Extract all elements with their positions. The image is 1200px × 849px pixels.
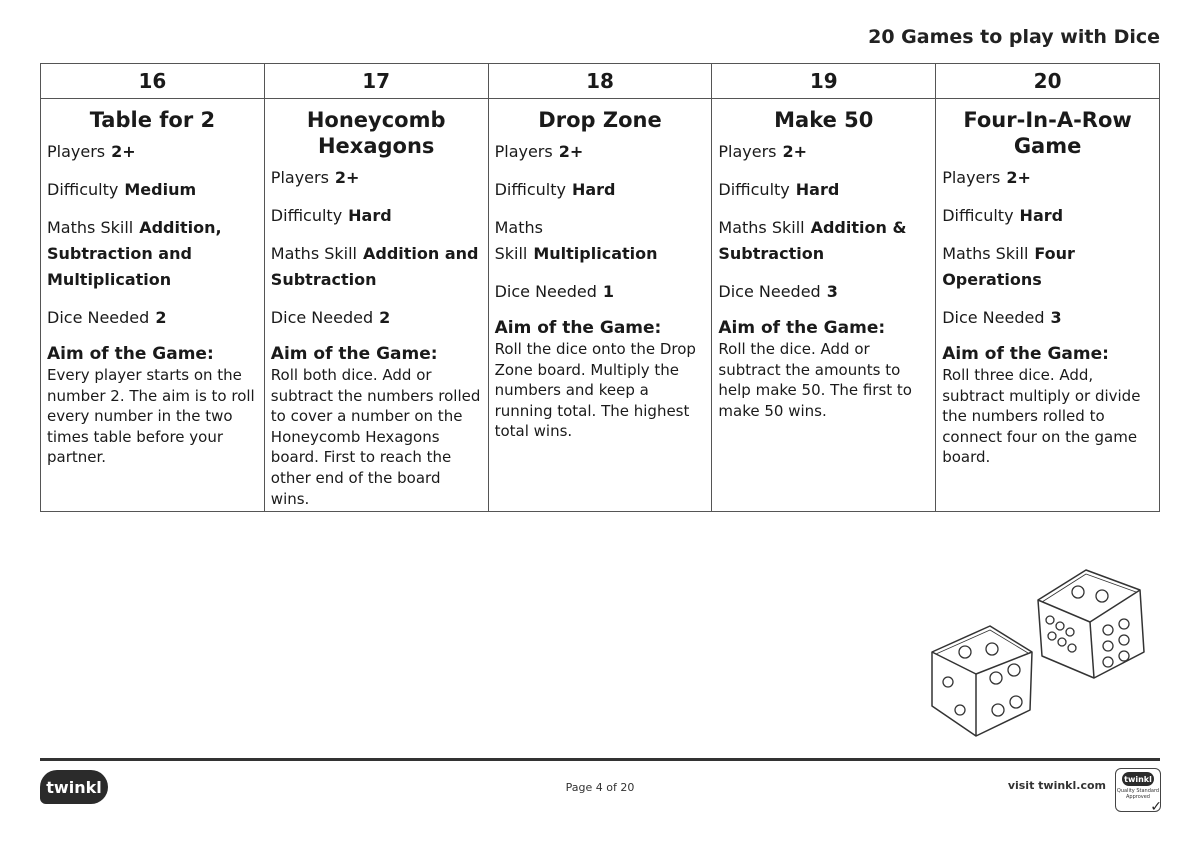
aim-text: Every player starts on the number 2. The aim is to roll every number in the two times table before your partner. [47, 366, 255, 467]
players-field [718, 139, 929, 165]
dice-left [932, 626, 1032, 736]
dice-field [47, 305, 258, 331]
visit-link[interactable]: visit twinkl.com [1007, 779, 1106, 792]
skill-label: Maths Skill [494, 218, 543, 263]
players-value: 2+ [558, 142, 584, 161]
skill-label: Maths Skill [270, 244, 357, 263]
game-cell [488, 99, 712, 512]
dice-label: Dice Needed [270, 308, 374, 327]
skill-value: Addition, Subtraction and Multiplication [47, 218, 222, 289]
dice-value: 3 [1050, 308, 1062, 327]
difficulty-label: Difficulty [942, 206, 1014, 225]
skill-value: Addition and Subtraction [270, 244, 479, 289]
dice-field [271, 305, 482, 331]
difficulty-label: Difficulty [270, 206, 343, 225]
difficulty-label: Difficulty [494, 180, 566, 199]
players-value: 2+ [1006, 168, 1031, 187]
game-number: 20 [936, 64, 1160, 99]
players-field [942, 165, 1153, 191]
dice-field [942, 305, 1153, 331]
players-label: Players [718, 142, 777, 161]
players-value: 2+ [334, 168, 360, 187]
dice-field [718, 279, 929, 305]
difficulty-field [495, 177, 706, 203]
aim-text: Roll both dice. Add or subtract the numbers rolled to cover a number on the Honeycomb Hexagons board. First to reach the other end of the board wins. [270, 366, 481, 508]
aim-heading: Aim of the Game: [494, 318, 662, 338]
aim-heading: Aim of the Game: [270, 344, 438, 364]
game-number: 17 [264, 64, 488, 99]
difficulty-value: Hard [1019, 206, 1064, 225]
players-value: 2+ [111, 142, 136, 161]
twinkl-logo: twinkl [40, 770, 108, 804]
skill-field [718, 215, 929, 267]
game-details-row [41, 99, 1160, 512]
aim-heading: Aim of the Game: [942, 344, 1109, 364]
players-label: Players [494, 142, 553, 161]
dice-value: 1 [602, 282, 615, 301]
players-value: 2+ [782, 142, 808, 161]
players-label: Players [47, 142, 106, 161]
aim-text: Roll the dice onto the Drop Zone board. Multiply the numbers and keep a running total. The highest total wins. [494, 340, 696, 441]
skill-field [942, 241, 1153, 293]
skill-label: Maths Skill [47, 218, 134, 237]
difficulty-value: Hard [795, 180, 840, 199]
skill-value: Four Operations [942, 244, 1075, 289]
game-number: 19 [712, 64, 936, 99]
quality-badge [1115, 768, 1162, 815]
dice-value: 2 [379, 308, 391, 327]
aim-heading: Aim of the Game: [718, 318, 886, 338]
difficulty-label: Difficulty [718, 180, 790, 199]
dice-label: Dice Needed [718, 282, 821, 301]
players-field [47, 139, 258, 165]
difficulty-value: Hard [571, 180, 616, 199]
dice-value: 3 [826, 282, 838, 301]
footer-divider [40, 758, 1160, 761]
difficulty-label: Difficulty [47, 180, 119, 199]
players-label: Players [270, 168, 329, 187]
game-number: 16 [41, 64, 265, 99]
players-field [495, 139, 706, 165]
aim-text: Roll three dice. Add, subtract multiply or divide the numbers rolled to connect four on the game board. [942, 366, 1141, 467]
game-name: Table for 2 [89, 108, 216, 132]
difficulty-field [271, 203, 482, 229]
game-name: Drop Zone [538, 108, 662, 132]
games-table [40, 63, 1160, 512]
dice-label: Dice Needed [47, 308, 150, 327]
players-field [271, 165, 482, 191]
badge-text: Quality Standard Approved [1116, 788, 1160, 800]
skill-label: Maths Skill [718, 218, 805, 237]
dice-right [1038, 570, 1144, 678]
game-name: Honeycomb Hexagons [306, 108, 446, 158]
aim-heading: Aim of the Game: [47, 344, 214, 364]
players-label: Players [942, 168, 1001, 187]
game-cell [41, 99, 265, 512]
game-cell [936, 99, 1160, 512]
difficulty-value: Medium [124, 180, 197, 199]
skill-field [47, 215, 258, 293]
game-name: Make 50 [774, 108, 874, 132]
game-cell [264, 99, 488, 512]
game-name: Four-In-A-Row Game [963, 108, 1132, 158]
skill-label: Maths Skill [942, 244, 1029, 263]
aim-text: Roll the dice. Add or subtract the amounts to help make 50. The first to make 50 wins. [718, 340, 912, 420]
dice-label: Dice Needed [494, 282, 597, 301]
page-number: Page 4 of 20 [565, 781, 635, 794]
game-number-row [41, 64, 1160, 99]
difficulty-field [942, 203, 1153, 229]
difficulty-field [47, 177, 258, 203]
difficulty-value: Hard [348, 206, 392, 225]
document-title: 20 Games to play with Dice [868, 26, 1160, 48]
dice-value: 2 [155, 308, 167, 327]
dice-field [495, 279, 706, 305]
skill-field [495, 215, 706, 267]
skill-value: Multiplication [533, 244, 658, 263]
difficulty-field [718, 177, 929, 203]
dice-illustration [918, 560, 1158, 745]
game-cell [712, 99, 936, 512]
badge-logo: twinkl [1122, 772, 1154, 786]
game-number: 18 [488, 64, 712, 99]
dice-label: Dice Needed [942, 308, 1045, 327]
checkmark-icon: ✓ [1150, 799, 1162, 815]
skill-value: Addition & Subtraction [718, 218, 907, 263]
skill-field [271, 241, 482, 293]
